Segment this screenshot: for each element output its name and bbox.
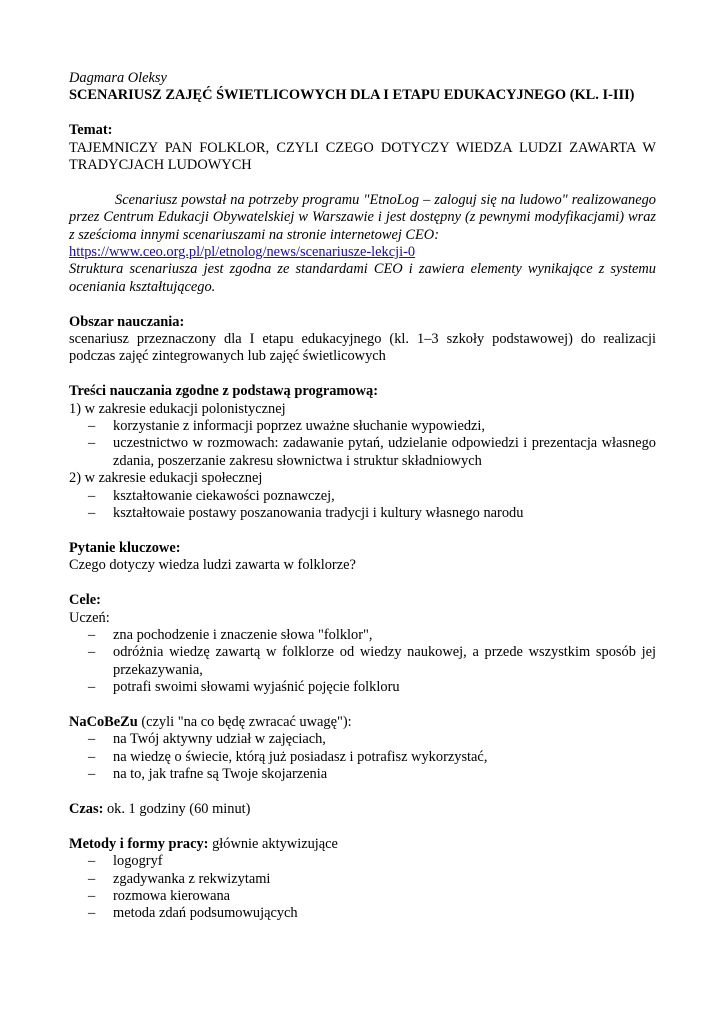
methods-text: głównie aktywizujące [208,835,338,852]
dash-bullet: – [88,905,96,922]
content-group2-list [69,488,656,523]
topic-label: Temat: [69,122,113,139]
dash-bullet: – [88,853,96,870]
area-label: Obszar nauczania: [69,313,185,330]
scenario-link[interactable]: https://www.ceo.org.pl/pl/etnolog/news/scenariusze-lekcji-0 [69,244,416,261]
list-item: – na Twój aktywny udział w zajęciach, [88,731,326,748]
author-name: Dagmara Oleksy [69,70,167,86]
key-question-label: Pytanie kluczowe: [69,539,181,556]
topic-text: TAJEMNICZY PAN FOLKLOR, CZYLI CZEGO DOTYCZY WIEDZA LUDZI ZAWARTA W TRADYCJACH LUDOWYCH [69,139,656,174]
list-item: – korzystanie z informacji poprzez uważne słuchanie wypowiedzi, [88,418,486,435]
list-item: – potrafi swoimi słowami wyjaśnić pojęcie folkloru [88,679,400,696]
dash-bullet: – [88,505,96,522]
content-group2-title: 2) w zakresie edukacji społecznej [69,470,263,487]
nacobezu-explain: (czyli "na co będę zwracać uwagę"): [137,713,352,730]
content-group1-list [69,418,656,470]
dash-bullet: – [88,418,96,435]
nacobezu-heading [69,714,656,731]
list-item: – na to, jak trafne są Twoje skojarzenia [88,766,328,783]
list-item: – kształtowanie ciekawości poznawczej, [88,487,335,504]
methods-list [69,853,656,923]
goals-list [69,627,656,697]
content-group1-title: 1) w zakresie edukacji polonistycznej [69,400,286,417]
methods-label: Metody i formy pracy: [69,835,209,852]
document-title: SCENARIUSZ ZAJĘĆ ŚWIETLICOWYCH DLA I ETAPU EDUKACYJNEGO (KL. I-III) [69,87,635,104]
time-label: Czas: [69,800,104,817]
time-line [69,801,656,818]
content-label: Treści nauczania zgodne z podstawą programową: [69,383,378,400]
area-text: scenariusz przeznaczony dla I etapu edukacyjnego (kl. 1–3 szkoły podstawowej) do realizacji podczas zajęć zintegrowanych lub zajęć świetlicowych [69,331,656,365]
list-item: – metoda zdań podsumowujących [88,905,298,922]
dash-bullet: – [88,487,96,504]
dash-bullet: – [88,766,96,783]
dash-bullet: – [88,731,96,748]
goals-label: Cele: [69,592,101,609]
dash-bullet: – [88,748,96,765]
goals-subject: Uczeń: [69,609,110,626]
dash-bullet: – [88,887,96,904]
dash-bullet: – [88,870,96,887]
nacobezu-label: NaCoBeZu [69,713,138,730]
list-item: – zna pochodzenie i znaczenie słowa "folklor", [88,626,373,643]
list-item: – logogryf [88,853,163,870]
list-item: – rozmowa kierowana [88,887,231,904]
key-question-text: Czego dotyczy wiedza ludzi zawarta w folklorze? [69,557,356,574]
methods-line [69,836,656,853]
dash-bullet: – [88,435,96,452]
nacobezu-list [69,731,656,783]
dash-bullet: – [88,626,96,643]
list-item: – uczestnictwo w rozmowach: zadawanie pytań, udzielanie odpowiedzi i prezentacja własnego zdania, poszerzanie zakresu słownictwa i struktur składniowych [88,435,656,469]
time-text: ok. 1 godziny (60 minut) [103,800,251,817]
list-item: – na wiedzę o świecie, którą już posiadasz i potrafisz wykorzystać, [88,748,488,765]
list-item: – odróżnia wiedzę zawartą w folklorze od wiedzy naukowej, a przede wszystkim sposób jej przekazywania, [88,644,656,678]
structure-note: Struktura scenariusza jest zgodna ze standardami CEO i zawiera elementy wynikające z systemu oceniania kształtującego. [69,261,656,295]
list-item: – kształtowaie postawy poszanowania tradycji i kultury własnego narodu [88,505,524,522]
dash-bullet: – [88,644,96,661]
dash-bullet: – [88,679,96,696]
list-item: – zgadywanka z rekwizytami [88,870,271,887]
intro-text: Scenariusz powstał na potrzeby programu "EtnoLog – zaloguj się na ludowo" realizowanego przez Centrum Edukacji Obywatelskiej w Warszawie i jest dostępny (z pewnymi modyfikacjami) wraz z sześcioma innymi scenariuszami na stronie internetowej CEO: [69,191,656,243]
